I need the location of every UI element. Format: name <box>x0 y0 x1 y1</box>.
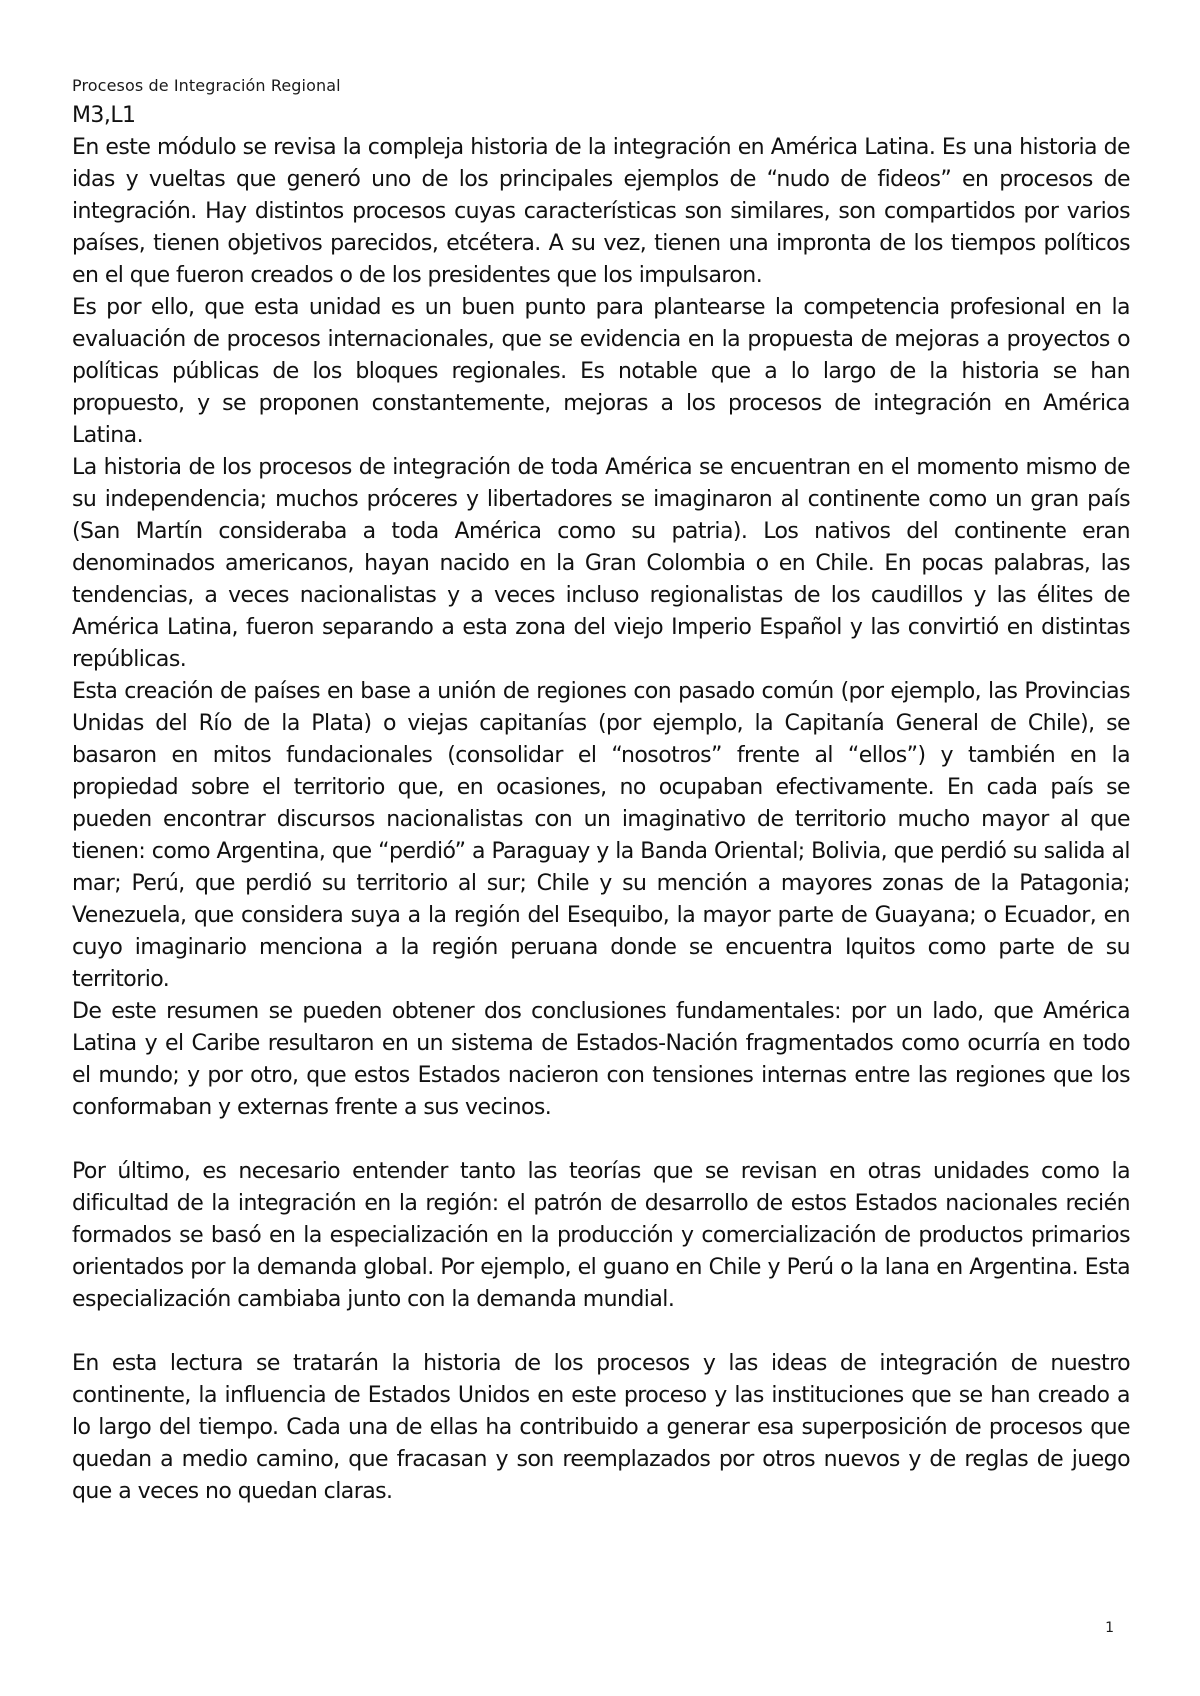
paragraph-2: Es por ello, que esta unidad es un buen punto para plantearse la competencia profesional en la evaluación de procesos internacionales, que se evidencia en la propuesta de mejoras a proyectos o políticas públicas de los bloques regionales. Es notable que a lo largo de la historia se han propuesto, y se proponen constantemente, mejoras a los procesos de integración en América Latina. <box>72 295 1130 448</box>
document-body <box>72 100 1130 1508</box>
paragraph-3: La historia de los procesos de integración de toda América se encuentran en el momento mismo de su independencia; muchos próceres y libertadores se imaginaron al continente como un gran país (San Martín consideraba a toda América como su patria). Los nativos del continente eran denominados americanos, hayan nacido en la Gran Colombia o en Chile. En pocas palabras, las tendencias, a veces nacionalistas y a veces incluso regionalistas de los caudillos y las élites de América Latina, fueron separando a esta zona del viejo Imperio Español y las convirtió en distintas repúblicas. <box>72 455 1130 672</box>
lesson-code: M3,L1 <box>72 103 136 128</box>
course-title: Procesos de Integración Regional <box>72 76 341 95</box>
paragraph-1: En este módulo se revisa la compleja historia de la integración en América Latina. Es una historia de idas y vueltas que generó uno de los principales ejemplos de “nudo de fideos” en procesos de integración. Hay distintos procesos cuyas características son similares, son compartidos por varios países, tienen objetivos parecidos, etcétera. A su vez, tienen una impronta de los tiempos políticos en el que fueron creados o de los presidentes que los impulsaron. <box>72 135 1130 288</box>
paragraph-6: Por último, es necesario entender tanto las teorías que se revisan en otras unidades como la dificultad de la integración en la región: el patrón de desarrollo de estos Estados nacionales recién formados se basó en la especialización en la producción y comercialización de productos primarios orientados por la demanda global. Por ejemplo, el guano en Chile y Perú o la lana en Argentina. Esta especialización cambiaba junto con la demanda mundial. <box>72 1159 1130 1312</box>
page-number: 1 <box>1105 1620 1114 1636</box>
paragraph-4: Esta creación de países en base a unión de regiones con pasado común (por ejemplo, las Provincias Unidas del Río de la Plata) o viejas capitanías (por ejemplo, la Capitanía General de Chile), se basaron en mitos fundacionales (consolidar el “nosotros” frente al “ellos”) y también en la propiedad sobre el territorio que, en ocasiones, no ocupaban efectivamente. En cada país se pueden encontrar discursos nacionalistas con un imaginativo de territorio mucho mayor al que tienen: como Argentina, que “perdió” a Paraguay y la Banda Oriental; Bolivia, que perdió su salida al mar; Perú, que perdió su territorio al sur; Chile y su mención a mayores zonas de la Patagonia; Venezuela, que considera suya a la región del Esequibo, la mayor parte de Guayana; o Ecuador, en cuyo imaginario menciona a la región peruana donde se encuentra Iquitos como parte de su territorio. <box>72 679 1130 992</box>
paragraph-5: De este resumen se pueden obtener dos conclusiones fundamentales: por un lado, que América Latina y el Caribe resultaron en un sistema de Estados-Nación fragmentados como ocurría en todo el mundo; y por otro, que estos Estados nacieron con tensiones internas entre las regiones que los conformaban y externas frente a sus vecinos. <box>72 999 1130 1120</box>
paragraph-7: En esta lectura se tratarán la historia de los procesos y las ideas de integración de nuestro continente, la influencia de Estados Unidos en este proceso y las instituciones que se han creado a lo largo del tiempo. Cada una de ellas ha contribuido a generar esa superposición de procesos que quedan a medio camino, que fracasan y son reemplazados por otros nuevos y de reglas de juego que a veces no quedan claras. <box>72 1351 1130 1504</box>
